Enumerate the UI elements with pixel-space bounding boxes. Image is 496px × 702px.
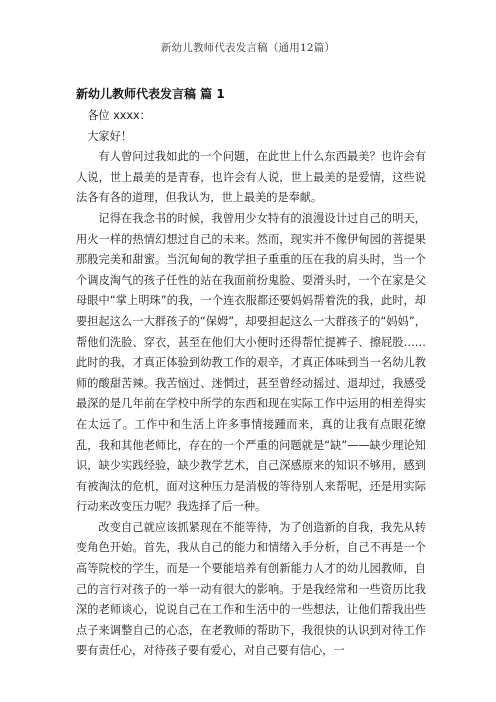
paragraph-greeting: 大家好！ xyxy=(87,129,132,143)
paragraph-salutation: 各位 xxxx： xyxy=(87,109,151,122)
paragraph-3: 改变自己就应该抓紧现在不能等待，为了创造新的自我，我先从转变角色开始。首先，我从自己的能力和情绪入手分析，自己不再是一个高等院校的学生，而是一个要能培养有创新能力人才的幼儿园教师，自己的言行对孩子的一举一动有很大的影响。于是我经常和一些资历比我深的老师谈心，说说自己在工作和生活中的一些想法，让他们帮我出些点子来调整自己的心态，在老教师的帮助下，我很快的认识到对待工作要有责任心，对待孩子要有爱心，对自己要有信心，一 xyxy=(76,520,426,658)
paragraph-1: 有人曾问过我如此的一个问题，在此世上什么东西最美？也许会有人说，世上最美的是青春，也许会有人说，世上最美的是爱情，这些说法各有各的道理，但我认为，世上最美的是奉献。 xyxy=(76,150,426,205)
document-title: 新幼儿教师代表发言稿 篇 1 xyxy=(76,87,225,101)
page-header: 新幼儿教师代表发言稿（通用12篇） xyxy=(160,42,336,54)
document-body xyxy=(76,84,426,662)
paragraph-2: 记得在我念书的时候，我曾用少女特有的浪漫设计过自己的明天，用火一样的热情幻想过自己的未来。然而，现实并不像伊甸园的菩提果那般完美和甜蜜。当沉甸甸的教学担子重重的压在我的肩头时，当一个个调皮淘气的孩子任性的站在我面前扮鬼脸、耍滑头时，一个在家是父母眼中“掌上明珠”的我，一个连衣服都还要妈妈帮着洗的我，此时，却要担起这么一大群孩子的“保姆”，却要担起这么一大群孩子的“妈妈”，帮他们洗脸、穿衣，甚至在他们大小便时还得帮忙提裤子、擦屁股……此时的我，才真正体验到幼教工作的艰辛，才真正体味到当一名幼儿教师的酸甜苦辣。我苦恼过、迷惘过，甚至曾经动摇过、退却过，我感受最深的是几年前在学校中所学的东西和现在实际工作中运用的相差得实在太远了。工作中和生活上许多事情接踵而来，真的让我有点眼花缭乱，我和其他老师比，存在的一个严重的问题就是“缺”——缺少理论知识，缺少实践经验，缺少教学艺术，自己深感原来的知识不够用，感到有被淘汰的危机，面对这种压力是消极的等待别人来帮呢，还是用实际行动来改变压力呢？我选择了后一种。 xyxy=(76,211,426,514)
